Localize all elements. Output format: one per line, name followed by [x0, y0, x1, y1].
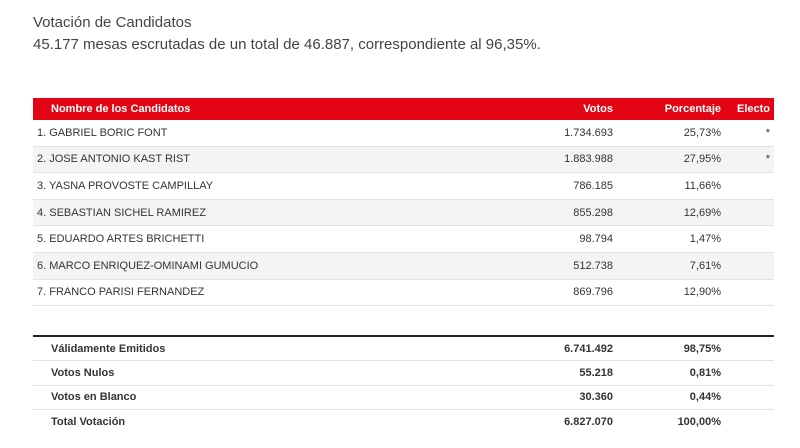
- candidate-porcentaje: 1,47%: [689, 233, 721, 246]
- column-header-name: Nombre de los Candidatos: [51, 103, 191, 115]
- summary-votos: 6.741.492: [564, 342, 613, 355]
- table-row: [33, 253, 774, 280]
- summary-votos: 6.827.070: [564, 416, 613, 429]
- candidate-name: 5. EDUARDO ARTES BRICHETTI: [37, 233, 205, 246]
- candidate-name: 3. YASNA PROVOSTE CAMPILLAY: [37, 179, 214, 192]
- table-row: [33, 120, 774, 147]
- summary-votos: 55.218: [579, 366, 613, 379]
- candidate-porcentaje: 7,61%: [689, 259, 721, 272]
- table-row: [33, 173, 774, 200]
- candidate-name: 7. FRANCO PARISI FERNANDEZ: [37, 286, 205, 299]
- column-header-votos: Votos: [583, 103, 613, 115]
- table-row: [33, 200, 774, 227]
- column-header-electo: Electo: [736, 103, 770, 115]
- table-row: [33, 147, 774, 174]
- page-subtitle: 45.177 mesas escrutadas de un total de 46.887, correspondiente al 96,35%.: [33, 36, 541, 53]
- candidate-votos: 98.794: [579, 233, 613, 246]
- summary-porcentaje: 98,75%: [683, 342, 721, 355]
- candidate-porcentaje: 12,69%: [683, 206, 721, 219]
- candidate-porcentaje: 12,90%: [683, 286, 721, 299]
- candidate-porcentaje: 11,66%: [684, 179, 721, 192]
- candidate-votos: 1.734.693: [564, 126, 613, 139]
- candidate-votos: 1.883.988: [564, 153, 613, 166]
- candidate-name: 6. MARCO ENRIQUEZ-OMINAMI GUMUCIO: [37, 259, 259, 272]
- candidates-table: [33, 98, 774, 306]
- candidate-porcentaje: 25,73%: [683, 126, 721, 139]
- candidate-votos: 786.185: [573, 179, 613, 192]
- summary-row: [33, 337, 774, 361]
- summary-porcentaje: 100,00%: [677, 416, 721, 429]
- candidate-electo: *: [765, 153, 770, 166]
- summary-row: [33, 410, 774, 434]
- summary-row: [33, 361, 774, 385]
- summary-label: Votos en Blanco: [51, 391, 137, 404]
- candidate-votos: 855.298: [573, 206, 613, 219]
- candidate-name: 1. GABRIEL BORIC FONT: [37, 126, 168, 139]
- summary-votos: 30.360: [579, 391, 613, 404]
- summary-label: Total Votación: [51, 416, 126, 429]
- table-row: [33, 226, 774, 253]
- summary-porcentaje: 0,44%: [689, 391, 721, 404]
- summary-table: [33, 335, 774, 434]
- candidate-electo: *: [765, 126, 770, 139]
- table-header: [33, 98, 774, 120]
- candidate-porcentaje: 27,95%: [683, 153, 721, 166]
- candidate-votos: 512.738: [573, 259, 613, 272]
- candidate-name: 2. JOSE ANTONIO KAST RIST: [37, 153, 191, 166]
- candidate-votos: 869.796: [573, 286, 613, 299]
- summary-porcentaje: 0,81%: [689, 366, 721, 379]
- summary-row: [33, 386, 774, 410]
- summary-label: Válidamente Emitidos: [51, 342, 166, 355]
- page-title: Votación de Candidatos: [33, 14, 192, 31]
- summary-label: Votos Nulos: [51, 366, 115, 379]
- table-row: [33, 280, 774, 307]
- candidate-name: 4. SEBASTIAN SICHEL RAMIREZ: [37, 206, 206, 219]
- column-header-porcentaje: Porcentaje: [664, 103, 721, 115]
